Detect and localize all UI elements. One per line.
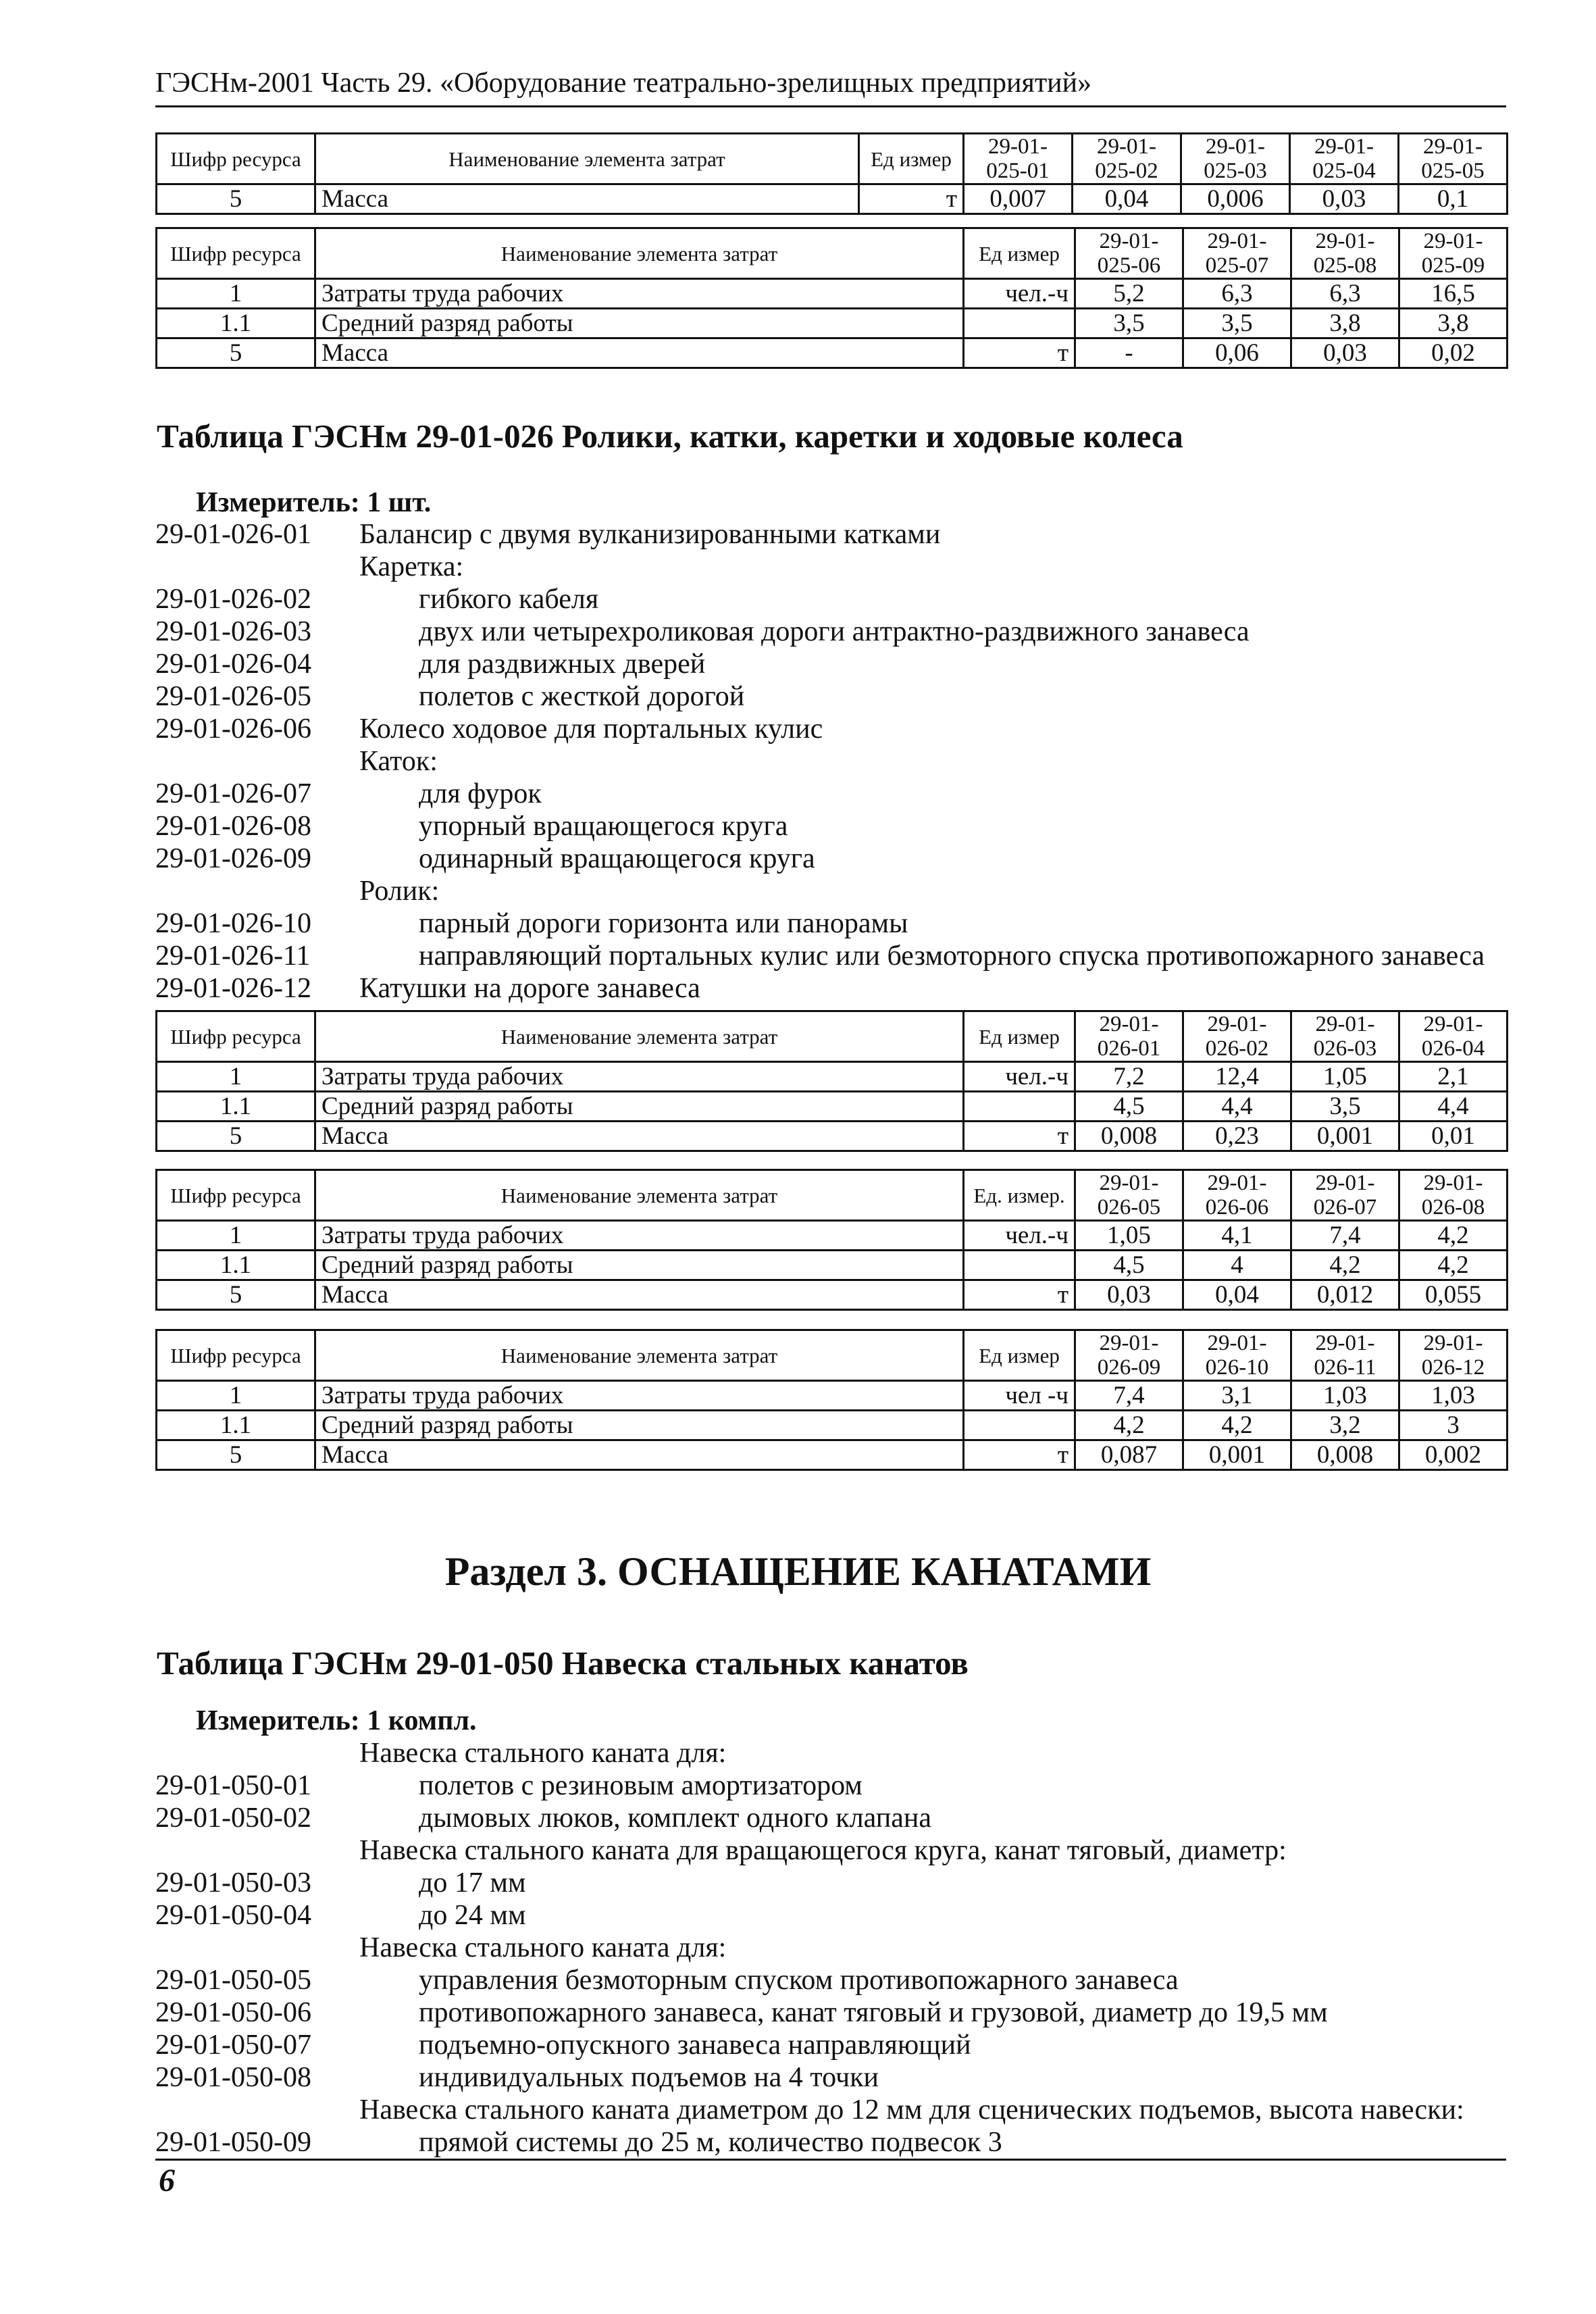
resource-unit: т	[964, 1122, 1075, 1151]
meter-value: 1 компл.	[367, 1705, 477, 1736]
value-cell: 4	[1183, 1251, 1291, 1280]
norm-description: гибкого кабеля	[419, 584, 599, 615]
col-name-header: Наименование элемента затрат	[315, 1330, 964, 1381]
list-item	[155, 1867, 1506, 1899]
list-item	[155, 1964, 1506, 1996]
col-norm-code: 29-01-025-06	[1075, 228, 1183, 279]
norm-code: 29-01-050-02	[155, 1803, 311, 1834]
resource-code: 1.1	[157, 1411, 315, 1440]
norm-description: подъемно-опускного занавеса направляющий	[419, 2030, 971, 2061]
value-cell: 1,05	[1291, 1062, 1399, 1092]
running-header: ГЭСНм-2001 Часть 29. «Оборудование театрально-зрелищных предприятий»	[155, 68, 1092, 99]
resource-unit	[964, 309, 1075, 338]
resource-name: Затраты труда рабочих	[315, 279, 964, 309]
cost-table-025-b	[155, 227, 1508, 369]
list-item	[155, 713, 1506, 745]
col-norm-code: 29-01-026-06	[1183, 1170, 1291, 1221]
norm-code: 29-01-050-01	[155, 1770, 311, 1801]
resource-name: Масса	[315, 338, 964, 368]
value-cell: 0,087	[1075, 1440, 1183, 1470]
value-cell: 3,8	[1291, 309, 1399, 338]
page-number: 6	[159, 2163, 175, 2198]
col-norm-code: 29-01-025-08	[1291, 228, 1399, 279]
col-name-header: Наименование элемента затрат	[315, 1011, 964, 1062]
norm-description: полетов с жесткой дорогой	[419, 681, 745, 712]
value-cell: 0,01	[1399, 1122, 1508, 1151]
value-cell: 0,001	[1183, 1440, 1291, 1470]
value-cell: 0,03	[1075, 1280, 1183, 1310]
col-norm-code: 29-01-026-01	[1075, 1011, 1183, 1062]
col-norm-code: 29-01-026-09	[1075, 1330, 1183, 1381]
list-item	[155, 745, 1506, 778]
norm-description: для раздвижных дверей	[419, 649, 706, 680]
col-norm-code: 29-01-026-04	[1399, 1011, 1508, 1062]
resource-code: 5	[157, 338, 315, 368]
list-item	[155, 2126, 1506, 2161]
value-cell: 7,4	[1075, 1381, 1183, 1411]
list-item	[155, 907, 1506, 940]
col-norm-code: 29-01-025-07	[1183, 228, 1291, 279]
resource-name: Средний разряд работы	[315, 1092, 964, 1122]
table-row	[157, 1280, 1508, 1310]
table-header-row	[157, 134, 1508, 184]
norm-description: прямой системы до 25 м, количество подвесок 3	[419, 2127, 1002, 2158]
table-header-row	[157, 1170, 1508, 1221]
resource-unit	[964, 1092, 1075, 1122]
norm-list-026	[155, 518, 1506, 1005]
norm-description: дымовых люков, комплект одного клапана	[419, 1803, 931, 1834]
list-item	[155, 615, 1506, 648]
norm-code: 29-01-050-07	[155, 2030, 311, 2061]
list-item	[155, 810, 1506, 842]
value-cell: 6,3	[1291, 279, 1399, 309]
norm-description: двух или четырехроликовая дороги антрактно-раздвижного занавеса	[419, 616, 1250, 647]
norm-code: 29-01-026-10	[155, 908, 311, 939]
list-item	[155, 1769, 1506, 1802]
value-cell: 3,8	[1399, 309, 1508, 338]
value-cell: 6,3	[1183, 279, 1291, 309]
cost-table-026-c	[155, 1329, 1508, 1471]
norm-code: 29-01-026-11	[155, 940, 311, 972]
resource-code: 5	[157, 1280, 315, 1310]
norm-list-050	[155, 1737, 1506, 2161]
value-cell: 1,03	[1291, 1381, 1399, 1411]
col-norm-code: 29-01-025-01	[964, 134, 1073, 184]
resource-unit: т	[964, 338, 1075, 368]
resource-code: 1.1	[157, 309, 315, 338]
table-title-026: Таблица ГЭСНм 29-01-026 Ролики, катки, каретки и ходовые колеса	[157, 418, 1183, 455]
norm-code: 29-01-050-03	[155, 1867, 311, 1898]
norm-description: направляющий портальных кулис или безмоторного спуска противопожарного занавеса	[419, 940, 1485, 972]
norm-description: Каток:	[359, 746, 438, 777]
resource-code: 1.1	[157, 1251, 315, 1280]
norm-code: 29-01-050-09	[155, 2127, 311, 2158]
header-rule	[155, 105, 1506, 107]
list-item	[155, 2029, 1506, 2061]
value-cell: 1,03	[1399, 1381, 1508, 1411]
col-norm-code: 29-01-026-10	[1183, 1330, 1291, 1381]
col-unit-header: Ед измер	[964, 1011, 1075, 1062]
norm-description: Навеска стального каната для вращающегося круга, канат тяговый, диаметр:	[359, 1835, 1287, 1866]
norm-code: 29-01-026-12	[155, 973, 311, 1004]
list-item	[155, 972, 1506, 1005]
value-cell: 4,2	[1075, 1411, 1183, 1440]
norm-code: 29-01-050-04	[155, 1900, 311, 1931]
value-cell: 4,4	[1183, 1092, 1291, 1122]
value-cell: 0,04	[1183, 1280, 1291, 1310]
list-item	[155, 1996, 1506, 2029]
resource-name: Средний разряд работы	[315, 309, 964, 338]
norm-description: Навеска стального каната для:	[359, 1738, 727, 1769]
resource-unit: т	[964, 1440, 1075, 1470]
col-code-header: Шифр ресурса	[157, 1011, 315, 1062]
value-cell: 3,5	[1183, 309, 1291, 338]
list-item	[155, 518, 1506, 551]
list-item	[155, 1737, 1506, 1769]
resource-name: Средний разряд работы	[315, 1411, 964, 1440]
col-norm-code: 29-01-025-05	[1399, 134, 1508, 184]
resource-unit: чел.-ч	[964, 1221, 1075, 1251]
value-cell: 0,007	[964, 184, 1073, 214]
value-cell: 3,1	[1183, 1381, 1291, 1411]
resource-unit: т	[964, 1280, 1075, 1310]
value-cell: 7,2	[1075, 1062, 1183, 1092]
list-item	[155, 1899, 1506, 1932]
value-cell: 0,03	[1290, 184, 1399, 214]
table-row	[157, 1122, 1508, 1151]
list-item	[155, 2061, 1506, 2094]
col-code-header: Шифр ресурса	[157, 134, 315, 184]
col-name-header: Наименование элемента затрат	[315, 228, 964, 279]
col-name-header: Наименование элемента затрат	[315, 134, 859, 184]
norm-code: 29-01-026-03	[155, 616, 311, 647]
table-row	[157, 184, 1508, 214]
col-norm-code: 29-01-026-05	[1075, 1170, 1183, 1221]
col-norm-code: 29-01-025-04	[1290, 134, 1399, 184]
col-norm-code: 29-01-026-03	[1291, 1011, 1399, 1062]
norm-description: Катушки на дороге занавеса	[359, 973, 700, 1004]
value-cell: 7,4	[1291, 1221, 1399, 1251]
value-cell: 4,4	[1399, 1092, 1508, 1122]
norm-description: Колесо ходовое для портальных кулис	[359, 713, 823, 745]
table-row	[157, 1221, 1508, 1251]
value-cell: 3,2	[1291, 1411, 1399, 1440]
col-unit-header: Ед. измер.	[964, 1170, 1075, 1221]
resource-code: 5	[157, 1440, 315, 1470]
list-item	[155, 940, 1506, 972]
meter-026	[196, 486, 431, 519]
value-cell: 16,5	[1399, 279, 1508, 309]
col-norm-code: 29-01-025-02	[1073, 134, 1181, 184]
col-norm-code: 29-01-025-09	[1399, 228, 1508, 279]
norm-code: 29-01-026-02	[155, 584, 311, 615]
value-cell: 3,5	[1291, 1092, 1399, 1122]
list-item	[155, 1932, 1506, 1964]
value-cell: 4,1	[1183, 1221, 1291, 1251]
value-cell: 4,5	[1075, 1092, 1183, 1122]
norm-code: 29-01-050-08	[155, 2062, 311, 2093]
resource-name: Масса	[315, 1122, 964, 1151]
resource-unit: чел -ч	[964, 1381, 1075, 1411]
col-unit-header: Ед измер	[964, 1330, 1075, 1381]
list-item	[155, 778, 1506, 810]
norm-description: Ролик:	[359, 876, 440, 907]
cost-table-025-a	[155, 132, 1508, 215]
resource-unit: чел.-ч	[964, 279, 1075, 309]
list-item	[155, 583, 1506, 615]
meter-label: Измеритель:	[196, 487, 360, 518]
cost-table-026-a	[155, 1010, 1508, 1152]
norm-description: до 17 мм	[419, 1867, 526, 1898]
norm-code: 29-01-050-06	[155, 1997, 311, 2028]
norm-description: противопожарного занавеса, канат тяговый и грузовой, диаметр до 19,5 мм	[419, 1997, 1328, 2028]
norm-description: парный дороги горизонта или панорамы	[419, 908, 908, 939]
list-item	[155, 551, 1506, 583]
resource-name: Затраты труда рабочих	[315, 1221, 964, 1251]
col-code-header: Шифр ресурса	[157, 1330, 315, 1381]
resource-unit: т	[859, 184, 964, 214]
table-row	[157, 338, 1508, 368]
norm-code: 29-01-026-06	[155, 713, 311, 745]
cost-table-026-b	[155, 1169, 1508, 1311]
list-item	[155, 680, 1506, 713]
table-row	[157, 279, 1508, 309]
value-cell: 2,1	[1399, 1062, 1508, 1092]
resource-code: 1	[157, 1221, 315, 1251]
resource-unit	[964, 1411, 1075, 1440]
norm-code: 29-01-026-07	[155, 778, 311, 809]
norm-code: 29-01-026-09	[155, 843, 311, 874]
table-header-row	[157, 228, 1508, 279]
resource-code: 1.1	[157, 1092, 315, 1122]
table-row	[157, 1411, 1508, 1440]
list-item	[155, 2094, 1506, 2126]
table-row	[157, 309, 1508, 338]
norm-description: Навеска стального каната для:	[359, 1932, 727, 1963]
col-norm-code: 29-01-026-02	[1183, 1011, 1291, 1062]
value-cell: 0,008	[1291, 1440, 1399, 1470]
col-code-header: Шифр ресурса	[157, 1170, 315, 1221]
resource-name: Масса	[315, 1440, 964, 1470]
value-cell: 0,02	[1399, 338, 1508, 368]
norm-description: до 24 мм	[419, 1900, 526, 1931]
col-name-header: Наименование элемента затрат	[315, 1170, 964, 1221]
meter-value: 1 шт.	[367, 487, 432, 518]
col-norm-code: 29-01-025-03	[1181, 134, 1290, 184]
value-cell: 4,2	[1399, 1221, 1508, 1251]
value-cell: 0,23	[1183, 1122, 1291, 1151]
col-norm-code: 29-01-026-12	[1399, 1330, 1508, 1381]
table-title-050: Таблица ГЭСНм 29-01-050 Навеска стальных канатов	[157, 1644, 969, 1682]
norm-description: для фурок	[419, 778, 542, 809]
col-unit-header: Ед измер	[859, 134, 964, 184]
list-item	[155, 648, 1506, 680]
norm-description: Балансир с двумя вулканизированными катками	[359, 519, 941, 550]
meter-050	[196, 1705, 477, 1737]
meter-label: Измеритель:	[196, 1705, 360, 1736]
table-row	[157, 1062, 1508, 1092]
resource-name: Средний разряд работы	[315, 1251, 964, 1280]
list-item	[155, 1802, 1506, 1834]
value-cell: 4,2	[1399, 1251, 1508, 1280]
resource-unit	[964, 1251, 1075, 1280]
resource-name: Затраты труда рабочих	[315, 1381, 964, 1411]
value-cell: 3,5	[1075, 309, 1183, 338]
norm-code: 29-01-026-04	[155, 649, 311, 680]
norm-code: 29-01-026-01	[155, 519, 311, 550]
table-row	[157, 1381, 1508, 1411]
value-cell: 12,4	[1183, 1062, 1291, 1092]
value-cell: 4,5	[1075, 1251, 1183, 1280]
value-cell: 3	[1399, 1411, 1508, 1440]
resource-code: 1	[157, 279, 315, 309]
value-cell: 4,2	[1291, 1251, 1399, 1280]
resource-code: 5	[157, 1122, 315, 1151]
value-cell: 0,012	[1291, 1280, 1399, 1310]
norm-description: Каретка:	[359, 551, 464, 582]
table-header-row	[157, 1330, 1508, 1381]
resource-name: Затраты труда рабочих	[315, 1062, 964, 1092]
value-cell: 0,006	[1181, 184, 1290, 214]
table-row	[157, 1440, 1508, 1470]
resource-code: 1	[157, 1381, 315, 1411]
section-title: Раздел 3. ОСНАЩЕНИЕ КАНАТАМИ	[444, 1549, 1152, 1594]
table-header-row	[157, 1011, 1508, 1062]
value-cell: 0,1	[1399, 184, 1508, 214]
value-cell: 1,05	[1075, 1221, 1183, 1251]
norm-description: полетов с резиновым амортизатором	[419, 1770, 863, 1801]
value-cell: 0,03	[1291, 338, 1399, 368]
norm-code: 29-01-026-05	[155, 681, 311, 712]
list-item	[155, 1834, 1506, 1867]
value-cell: 0,008	[1075, 1122, 1183, 1151]
value-cell: 0,04	[1073, 184, 1181, 214]
col-norm-code: 29-01-026-08	[1399, 1170, 1508, 1221]
list-item	[155, 875, 1506, 907]
norm-description: упорный вращающегося круга	[419, 811, 788, 842]
resource-name: Масса	[315, 1280, 964, 1310]
resource-name: Масса	[315, 184, 859, 214]
value-cell: -	[1075, 338, 1183, 368]
value-cell: 5,2	[1075, 279, 1183, 309]
norm-code: 29-01-050-05	[155, 1965, 311, 1996]
value-cell: 0,001	[1291, 1122, 1399, 1151]
value-cell: 0,06	[1183, 338, 1291, 368]
norm-description: управления безмоторным спуском противопожарного занавеса	[419, 1965, 1179, 1996]
norm-description: Навеска стального каната диаметром до 12 мм для сценических подъемов, высота навески:	[359, 2094, 1464, 2126]
col-norm-code: 29-01-026-11	[1291, 1330, 1399, 1381]
value-cell: 4,2	[1183, 1411, 1291, 1440]
col-code-header: Шифр ресурса	[157, 228, 315, 279]
norm-description: индивидуальных подъемов на 4 точки	[419, 2062, 879, 2093]
resource-code: 1	[157, 1062, 315, 1092]
resource-code: 5	[157, 184, 315, 214]
table-row	[157, 1251, 1508, 1280]
resource-unit: чел.-ч	[964, 1062, 1075, 1092]
col-unit-header: Ед измер	[964, 228, 1075, 279]
col-norm-code: 29-01-026-07	[1291, 1170, 1399, 1221]
list-item	[155, 842, 1506, 875]
value-cell: 0,055	[1399, 1280, 1508, 1310]
norm-description: одинарный вращающегося круга	[419, 843, 815, 874]
table-row	[157, 1092, 1508, 1122]
value-cell: 0,002	[1399, 1440, 1508, 1470]
norm-code: 29-01-026-08	[155, 811, 311, 842]
